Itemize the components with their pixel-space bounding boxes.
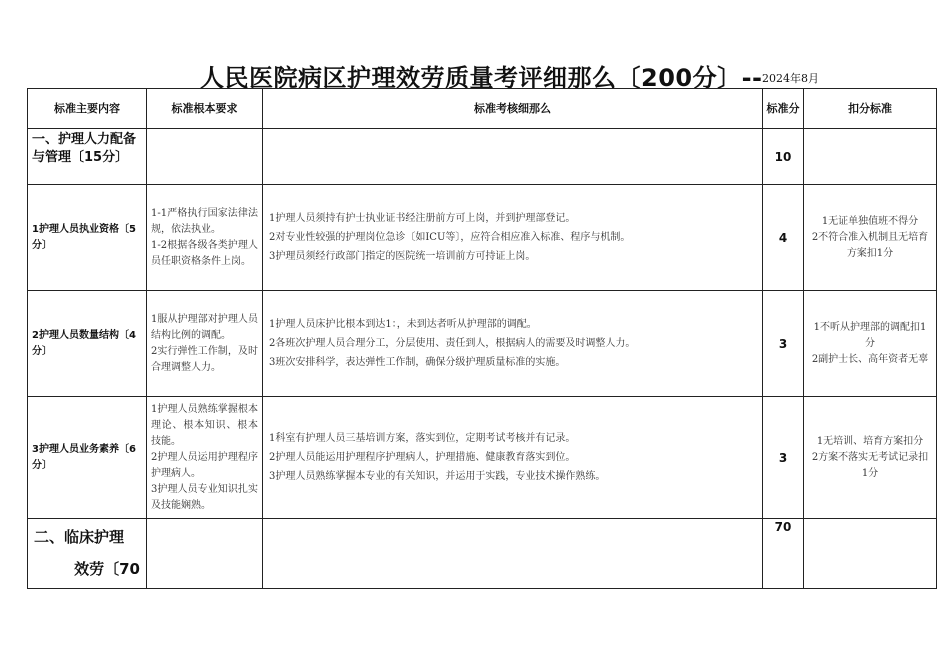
item-score: 3	[763, 291, 804, 397]
table-row	[28, 291, 937, 397]
deduction-cell: 1不听从护理部的调配扣1分 2副护士长、高年资者无辜	[804, 291, 937, 397]
detail-cell: 1科室有护理人员三基培训方案，落实到位，定期考试考核并有记录。 2护理人员能运用护理程序护理病人，护理措施、健康教育落实到位。 3护理人员熟练掌握本专业的有关知识，并运用于实践，专业技术操作熟练。	[263, 397, 763, 519]
section1-score: 10	[763, 129, 804, 185]
deduction-cell: 1无证单独值班不得分 2不符合准入机制且无培育方案扣1分	[804, 185, 937, 291]
table-row	[28, 185, 937, 291]
section2-score: 70	[763, 519, 804, 589]
detail-cell: 1护理人员床护比根本到达1：，未到达者听从护理部的调配。 2各班次护理人员合理分工，分层使用、责任到人，根据病人的需要及时调整人力。 3班次安排科学，表达弹性工作制，确保分级护理质量标准的实施。	[263, 291, 763, 397]
title-main: 人民医院病区护理效劳质量考评细那么〔200分〕--	[200, 64, 763, 92]
header-content: 标准主要内容	[28, 89, 147, 129]
document-title	[0, 58, 950, 92]
header-requirement: 标准根本要求	[147, 89, 263, 129]
item-score: 4	[763, 185, 804, 291]
section2-row	[28, 519, 937, 589]
item-label: 1护理人员执业资格〔5分〕	[28, 185, 147, 291]
header-deduction: 扣分标准	[804, 89, 937, 129]
section1-label: 一、护理人力配备与管理〔15分〕	[28, 129, 147, 185]
header-score: 标准分	[763, 89, 804, 129]
title-date: 2024年8月	[762, 72, 819, 85]
requirement-cell: 1-1严格执行国家法律法规，依法执业。 1-2根据各级各类护理人员任职资格条件上岗。	[147, 185, 263, 291]
requirement-cell: 1护理人员熟练掌握根本理论、根本知识、根本技能。 2护理人员运用护理程序护理病人。 3护理人员专业知识扎实及技能娴熟。	[147, 397, 263, 519]
section2-label: 二、临床护理 效劳〔70	[28, 519, 147, 589]
section1-row	[28, 129, 937, 185]
header-detail: 标准考核细那么	[263, 89, 763, 129]
table-row	[28, 397, 937, 519]
evaluation-table	[27, 88, 937, 589]
item-label: 3护理人员业务素养〔6分〕	[28, 397, 147, 519]
requirement-cell: 1服从护理部对护理人员结构比例的调配。 2实行弹性工作制，及时合理调整人力。	[147, 291, 263, 397]
deduction-cell: 1无培训、培育方案扣分 2方案不落实无考试记录扣1分	[804, 397, 937, 519]
item-label: 2护理人员数量结构〔4分〕	[28, 291, 147, 397]
header-row	[28, 89, 937, 129]
detail-cell: 1护理人员须持有护士执业证书经注册前方可上岗，并到护理部登记。 2对专业性较强的护理岗位急诊〔如ICU等〕，应符合相应准入标准、程序与机制。 3护理员须经行政部门指定的医院统一培训前方可持证上岗。	[263, 185, 763, 291]
item-score: 3	[763, 397, 804, 519]
